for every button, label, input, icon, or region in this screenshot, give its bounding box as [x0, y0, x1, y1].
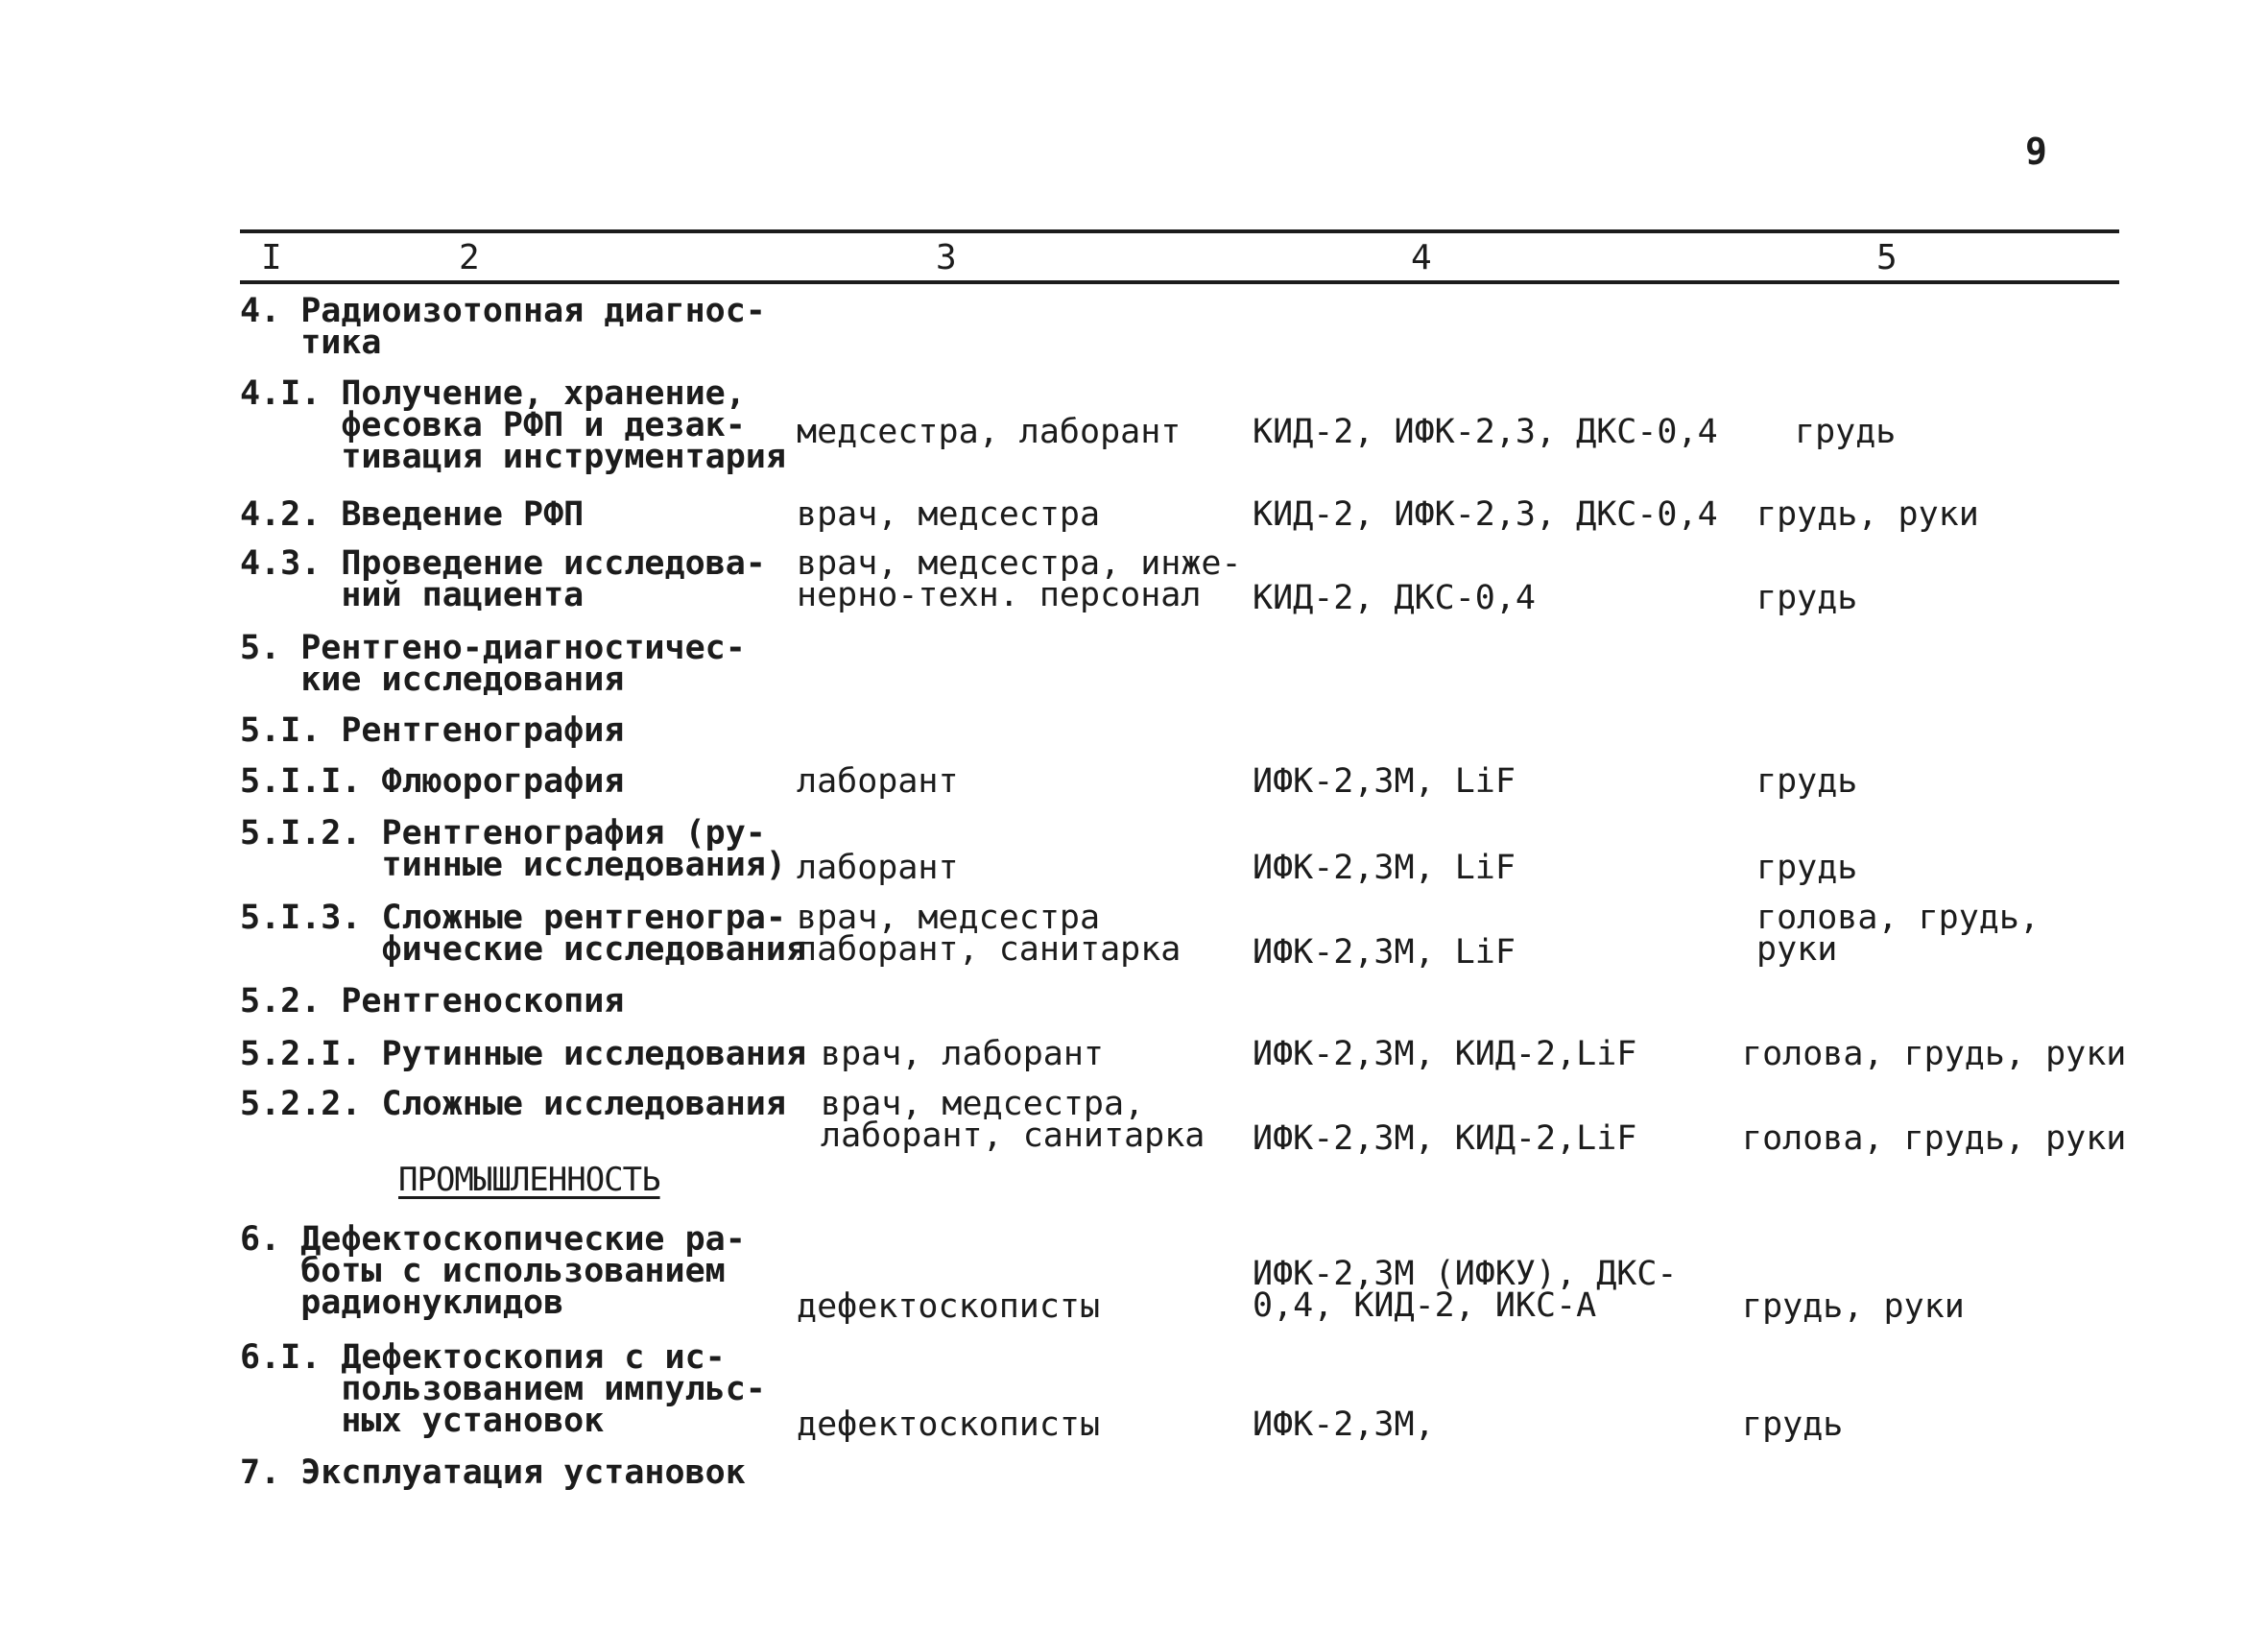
row-body-area: грудь [1795, 413, 1897, 451]
row-title: 6.I. Дефектоскопия с ис- пользованием импульс- ных установок [240, 1338, 766, 1440]
row-title: 4.I. Получение, хранение, фесовка РФП и дезак- тивация инструментария [240, 374, 786, 476]
row-personnel: врач, медсестра, инже- нерно-техн. персонал [797, 544, 1242, 614]
column-header-2: 2 [459, 238, 480, 277]
row-personnel: лаборант [797, 762, 959, 801]
row-title: 5.I.3. Сложные рентгеногра- фические исследования [240, 899, 807, 969]
row-title: 4.3. Проведение исследова- ний пациента [240, 544, 766, 614]
row-personnel: дефектоскописты [797, 1287, 1101, 1326]
column-header-5: 5 [1876, 238, 1898, 277]
row-personnel: врач, медсестра лаборант, санитарка [797, 899, 1182, 969]
row-dosimeters: КИД-2, ИФК-2,3, ДКС-0,4 [1253, 495, 1718, 534]
row-title: 5.2.I. Рутинные исследования [240, 1035, 807, 1073]
row-body-area: голова, грудь, руки [1742, 1035, 2127, 1073]
row-title: 5.I.I. Флюорография [240, 762, 625, 801]
row-dosimeters: ИФК-2,3М, [1253, 1405, 1435, 1444]
row-body-area: голова, грудь, руки [1756, 899, 2041, 969]
row-title: 7. Эксплуатация установок [240, 1453, 746, 1492]
page-number: 9 [2025, 131, 2047, 173]
table-top-rule [240, 229, 2119, 233]
row-body-area: грудь, руки [1756, 495, 1979, 534]
row-body-area: голова, грудь, руки [1742, 1119, 2127, 1158]
row-title: 5.I.2. Рентгенография (ру- тинные исследования) [240, 814, 786, 884]
row-personnel: дефектоскописты [797, 1405, 1101, 1444]
row-title: 4.2. Введение РФП [240, 495, 585, 534]
row-personnel: врач, медсестра, лаборант, санитарка [821, 1085, 1206, 1155]
row-title: 5. Рентгено-диагностичес- кие исследования [240, 629, 746, 699]
row-dosimeters: ИФК-2,3М (ИФКУ), ДКС- 0,4, КИД-2, ИКС-А [1253, 1255, 1678, 1325]
row-dosimeters: ИФК-2,3М, LiF [1253, 933, 1516, 972]
column-header-3: 3 [936, 238, 957, 277]
row-body-area: грудь [1756, 849, 1858, 887]
row-personnel: врач, лаборант [821, 1035, 1105, 1073]
row-title: 5.2.2. Сложные исследования [240, 1085, 786, 1123]
row-body-area: грудь, руки [1742, 1287, 1965, 1326]
row-dosimeters: ИФК-2,3М, LiF [1253, 762, 1516, 801]
row-personnel: лаборант [797, 849, 959, 887]
row-body-area: грудь [1756, 579, 1858, 617]
row-dosimeters: КИД-2, ИФК-2,3, ДКС-0,4 [1253, 413, 1718, 451]
column-header-4: 4 [1411, 238, 1432, 277]
row-title: 6. Дефектоскопические ра- боты с использованием радионуклидов [240, 1220, 746, 1322]
row-dosimeters: КИД-2, ДКС-0,4 [1253, 579, 1537, 617]
row-body-area: грудь [1756, 762, 1858, 801]
row-dosimeters: ИФК-2,3М, КИД-2,LiF [1253, 1119, 1637, 1158]
row-personnel: врач, медсестра [797, 495, 1101, 534]
table-header-rule [240, 280, 2119, 284]
row-personnel: медсестра, лаборант [797, 413, 1182, 451]
row-title: 4. Радиоизотопная диагнос- тика [240, 292, 766, 362]
row-body-area: грудь [1742, 1405, 1844, 1444]
row-title: 5.I. Рентгенография [240, 711, 625, 750]
row-dosimeters: ИФК-2,3М, LiF [1253, 849, 1516, 887]
column-header-1: I [261, 238, 282, 277]
section-title: ПРОМЫШЛЕННОСТЬ [398, 1161, 660, 1199]
row-dosimeters: ИФК-2,3М, КИД-2,LiF [1253, 1035, 1637, 1073]
row-title: 5.2. Рентгеноскопия [240, 982, 625, 1021]
